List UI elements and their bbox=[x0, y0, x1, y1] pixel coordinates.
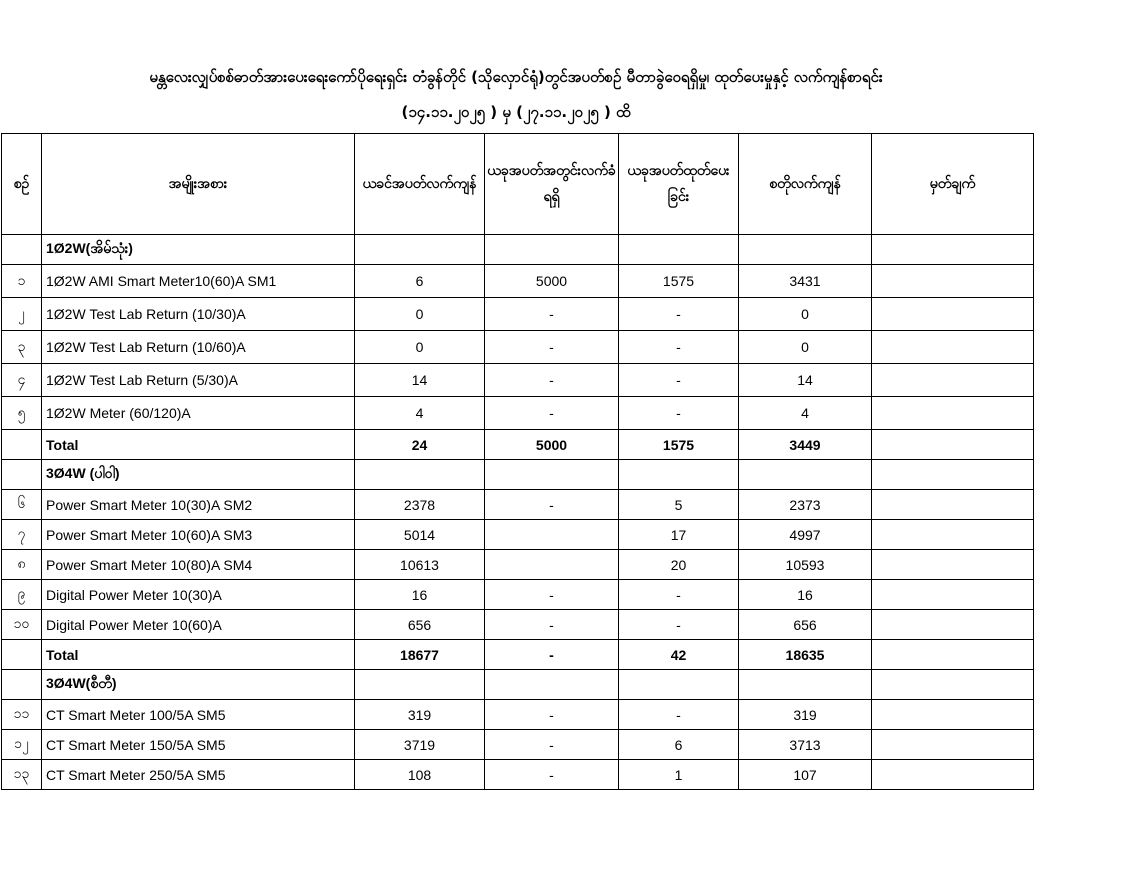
previous-balance: 319 bbox=[355, 700, 485, 730]
total-label: Total bbox=[42, 430, 355, 460]
table-row bbox=[2, 730, 1034, 760]
meter-inventory-table bbox=[1, 133, 1034, 790]
previous-balance: 0 bbox=[355, 298, 485, 331]
total-label: Total bbox=[42, 640, 355, 670]
store-balance: 16 bbox=[739, 580, 872, 610]
report-date-range: (၁၄.၁၁.၂၀၂၅ ) မှ (၂၇.၁၁.၂၀၂၅ ) ထိ bbox=[401, 103, 631, 121]
previous-balance: 0 bbox=[355, 331, 485, 364]
total-previous-balance: 18677 bbox=[355, 640, 485, 670]
issued-qty: - bbox=[619, 580, 739, 610]
meter-type: CT Smart Meter 250/5A SM5 bbox=[42, 760, 355, 790]
received-qty: - bbox=[485, 580, 619, 610]
store-balance: 4 bbox=[739, 397, 872, 430]
received-qty: 5000 bbox=[485, 265, 619, 298]
section-title: 3Ø4W (ပါဝါ) bbox=[42, 460, 355, 490]
table-row bbox=[2, 331, 1034, 364]
remark bbox=[872, 610, 1034, 640]
store-balance: 107 bbox=[739, 760, 872, 790]
section-empty-cell bbox=[872, 460, 1034, 490]
store-balance: 656 bbox=[739, 610, 872, 640]
meter-type: 1Ø2W AMI Smart Meter10(60)A SM1 bbox=[42, 265, 355, 298]
row-number: ၉ bbox=[2, 580, 42, 610]
row-number: ၁ bbox=[2, 265, 42, 298]
issued-qty: - bbox=[619, 364, 739, 397]
section-empty-cell bbox=[619, 460, 739, 490]
row-number: ၄ bbox=[2, 364, 42, 397]
store-balance: 319 bbox=[739, 700, 872, 730]
issued-qty: - bbox=[619, 331, 739, 364]
meter-type: 1Ø2W Test Lab Return (5/30)A bbox=[42, 364, 355, 397]
issued-qty: 5 bbox=[619, 490, 739, 520]
table-row bbox=[2, 760, 1034, 790]
previous-balance: 5014 bbox=[355, 520, 485, 550]
meter-type: Power Smart Meter 10(80)A SM4 bbox=[42, 550, 355, 580]
header-row bbox=[2, 134, 1034, 235]
header-remark: မှတ်ချက် bbox=[872, 134, 1034, 235]
meter-type: Digital Power Meter 10(30)A bbox=[42, 580, 355, 610]
row-number: ၈ bbox=[2, 550, 42, 580]
issued-qty: 1 bbox=[619, 760, 739, 790]
section-empty-cell bbox=[739, 460, 872, 490]
section-no-cell bbox=[2, 670, 42, 700]
table-row bbox=[2, 700, 1034, 730]
received-qty: - bbox=[485, 397, 619, 430]
meter-type: 1Ø2W Test Lab Return (10/60)A bbox=[42, 331, 355, 364]
remark bbox=[872, 730, 1034, 760]
received-qty bbox=[485, 550, 619, 580]
total-remark bbox=[872, 430, 1034, 460]
meter-type: Digital Power Meter 10(60)A bbox=[42, 610, 355, 640]
received-qty: - bbox=[485, 700, 619, 730]
issued-qty: - bbox=[619, 298, 739, 331]
total-received: 5000 bbox=[485, 430, 619, 460]
received-qty: - bbox=[485, 298, 619, 331]
issued-qty: - bbox=[619, 397, 739, 430]
received-qty: - bbox=[485, 760, 619, 790]
total-received: - bbox=[485, 640, 619, 670]
previous-balance: 108 bbox=[355, 760, 485, 790]
remark bbox=[872, 700, 1034, 730]
table-row bbox=[2, 397, 1034, 430]
remark bbox=[872, 331, 1034, 364]
row-number: ၁၂ bbox=[2, 730, 42, 760]
section-empty-cell bbox=[485, 670, 619, 700]
header-previous-balance: ယခင်အပတ်လက်ကျန် bbox=[355, 134, 485, 235]
received-qty: - bbox=[485, 490, 619, 520]
meter-type: 1Ø2W Meter (60/120)A bbox=[42, 397, 355, 430]
section-empty-cell bbox=[739, 670, 872, 700]
section-empty-cell bbox=[485, 235, 619, 265]
section-empty-cell bbox=[619, 670, 739, 700]
header-type: အမျိုးအစား bbox=[42, 134, 355, 235]
remark bbox=[872, 490, 1034, 520]
total-row bbox=[2, 430, 1034, 460]
received-qty: - bbox=[485, 610, 619, 640]
total-no-cell bbox=[2, 640, 42, 670]
remark bbox=[872, 298, 1034, 331]
section-empty-cell bbox=[872, 670, 1034, 700]
issued-qty: 6 bbox=[619, 730, 739, 760]
table-row bbox=[2, 580, 1034, 610]
table-row bbox=[2, 298, 1034, 331]
row-number: ၇ bbox=[2, 520, 42, 550]
total-previous-balance: 24 bbox=[355, 430, 485, 460]
issued-qty: 20 bbox=[619, 550, 739, 580]
section-row bbox=[2, 235, 1034, 265]
row-number: ၅ bbox=[2, 397, 42, 430]
row-number: ၃ bbox=[2, 331, 42, 364]
total-remark bbox=[872, 640, 1034, 670]
table-row bbox=[2, 265, 1034, 298]
row-number: ၂ bbox=[2, 298, 42, 331]
issued-qty: - bbox=[619, 700, 739, 730]
section-empty-cell bbox=[355, 235, 485, 265]
section-empty-cell bbox=[485, 460, 619, 490]
store-balance: 14 bbox=[739, 364, 872, 397]
received-qty bbox=[485, 520, 619, 550]
previous-balance: 14 bbox=[355, 364, 485, 397]
remark bbox=[872, 550, 1034, 580]
table-body bbox=[2, 235, 1034, 790]
issued-qty: 1575 bbox=[619, 265, 739, 298]
remark bbox=[872, 364, 1034, 397]
previous-balance: 6 bbox=[355, 265, 485, 298]
meter-type: 1Ø2W Test Lab Return (10/30)A bbox=[42, 298, 355, 331]
table-row bbox=[2, 490, 1034, 520]
store-balance: 4997 bbox=[739, 520, 872, 550]
section-row bbox=[2, 460, 1034, 490]
meter-type: Power Smart Meter 10(60)A SM3 bbox=[42, 520, 355, 550]
header-issued: ယခုအပတ်ထုတ်ပေးခြင်း bbox=[619, 134, 739, 235]
table-row bbox=[2, 550, 1034, 580]
received-qty: - bbox=[485, 730, 619, 760]
row-number: ၁၁ bbox=[2, 700, 42, 730]
header-no: စဉ် bbox=[2, 134, 42, 235]
remark bbox=[872, 265, 1034, 298]
section-empty-cell bbox=[355, 460, 485, 490]
store-balance: 10593 bbox=[739, 550, 872, 580]
section-row bbox=[2, 670, 1034, 700]
previous-balance: 656 bbox=[355, 610, 485, 640]
meter-type: Power Smart Meter 10(30)A SM2 bbox=[42, 490, 355, 520]
store-balance: 3713 bbox=[739, 730, 872, 760]
total-store-balance: 18635 bbox=[739, 640, 872, 670]
store-balance: 2373 bbox=[739, 490, 872, 520]
report-title: မန္တလေးလျှပ်စစ်ဓာတ်အားပေးရေးကော်ပိုရေးရှင်း တံခွန်တိုင် (သိုလှောင်ရုံ)တွင်အပတ်စဉ် မီတာခွဲဝေရရှိမှု၊ ထုတ်ပေးမှုနှင့် လက်ကျန်စာရင်း bbox=[149, 68, 883, 86]
meter-type: CT Smart Meter 100/5A SM5 bbox=[42, 700, 355, 730]
section-empty-cell bbox=[872, 235, 1034, 265]
issued-qty: - bbox=[619, 610, 739, 640]
section-no-cell bbox=[2, 235, 42, 265]
section-empty-cell bbox=[619, 235, 739, 265]
total-store-balance: 3449 bbox=[739, 430, 872, 460]
section-title: 3Ø4W(စီတီ) bbox=[42, 670, 355, 700]
previous-balance: 3719 bbox=[355, 730, 485, 760]
meter-type: CT Smart Meter 150/5A SM5 bbox=[42, 730, 355, 760]
table-row bbox=[2, 520, 1034, 550]
previous-balance: 4 bbox=[355, 397, 485, 430]
store-balance: 0 bbox=[739, 298, 872, 331]
section-empty-cell bbox=[355, 670, 485, 700]
remark bbox=[872, 580, 1034, 610]
issued-qty: 17 bbox=[619, 520, 739, 550]
store-balance: 3431 bbox=[739, 265, 872, 298]
remark bbox=[872, 760, 1034, 790]
total-row bbox=[2, 640, 1034, 670]
row-number: ၁၃ bbox=[2, 760, 42, 790]
header-received: ယခုအပတ်အတွင်းလက်ခံရရှိ bbox=[485, 134, 619, 235]
total-no-cell bbox=[2, 430, 42, 460]
section-empty-cell bbox=[739, 235, 872, 265]
total-issued: 1575 bbox=[619, 430, 739, 460]
previous-balance: 10613 bbox=[355, 550, 485, 580]
table-row bbox=[2, 364, 1034, 397]
total-issued: 42 bbox=[619, 640, 739, 670]
row-number: ၁၀ bbox=[2, 610, 42, 640]
section-title: 1Ø2W(အိမ်သုံး) bbox=[42, 235, 355, 265]
header-store-balance: စတိုလက်ကျန် bbox=[739, 134, 872, 235]
received-qty: - bbox=[485, 331, 619, 364]
table-row bbox=[2, 610, 1034, 640]
remark bbox=[872, 520, 1034, 550]
remark bbox=[872, 397, 1034, 430]
received-qty: - bbox=[485, 364, 619, 397]
previous-balance: 2378 bbox=[355, 490, 485, 520]
row-number: ၆ bbox=[2, 490, 42, 520]
store-balance: 0 bbox=[739, 331, 872, 364]
previous-balance: 16 bbox=[355, 580, 485, 610]
section-no-cell bbox=[2, 460, 42, 490]
